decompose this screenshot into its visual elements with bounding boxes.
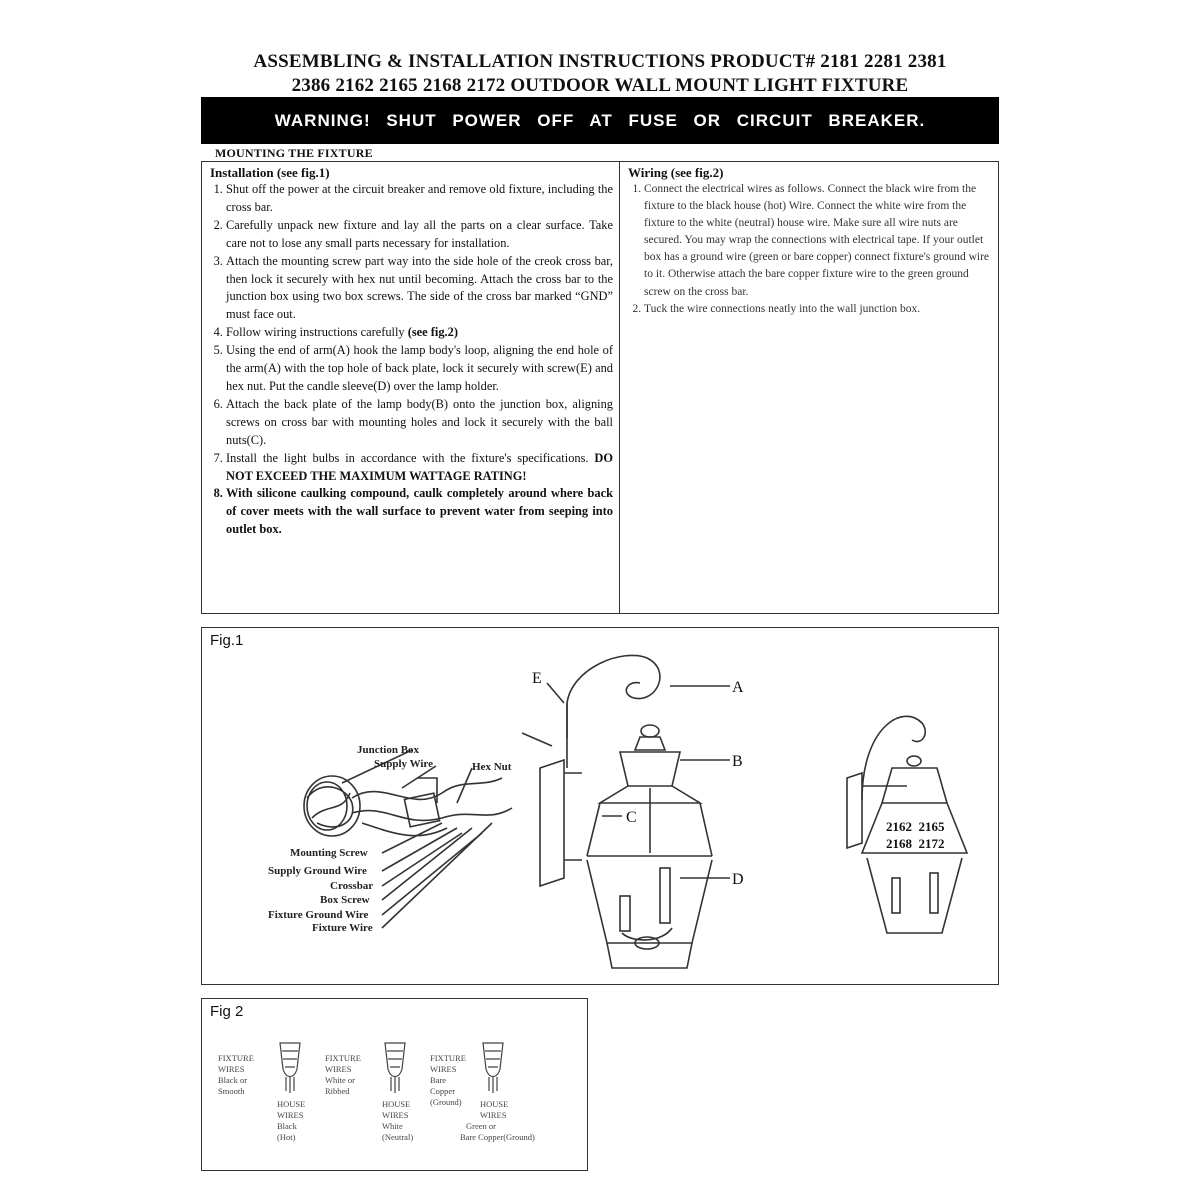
installation-column: [202, 162, 620, 613]
title-line-1: ASSEMBLING & INSTALLATION INSTRUCTIONS PRODUCT# 2181 2281 2381: [253, 51, 947, 72]
install-step-1: 1. Shut off the power at the circuit breaker and remove old fixture, including the cross bar.: [226, 181, 613, 217]
g2-fixture-4: Ribbed: [325, 1086, 350, 1096]
g2-house-3: White: [382, 1121, 403, 1131]
label-fixture-ground-wire: Fixture Ground Wire: [268, 909, 369, 921]
installation-heading: Installation (see fig.1): [210, 165, 330, 180]
figure-2: [201, 998, 588, 1171]
wire-nut-icon-2: [385, 1043, 405, 1093]
label-supply-wire: Supply Wire: [374, 758, 434, 770]
g2-house-2: WIRES: [382, 1110, 409, 1120]
install-step-4-text: Follow wiring instructions carefully: [226, 325, 405, 340]
lantern-illustration: [587, 725, 712, 968]
title-line-2: 2386 2162 2165 2168 2172 OUTDOOR WALL MOUNT LIGHT FIXTURE: [291, 75, 909, 96]
label-fixture-wire: Fixture Wire: [312, 922, 373, 934]
warning-text: WARNING! SHUT POWER OFF AT FUSE OR CIRCUIT BREAKER.: [274, 110, 926, 130]
model-numbers-row-2: 2168 2172: [886, 836, 945, 851]
g3-fixture-4: Copper: [430, 1086, 456, 1096]
figure-1-drawing: [202, 628, 998, 984]
g3-house-1: HOUSE: [480, 1099, 509, 1109]
g1-house-2: WIRES: [277, 1110, 304, 1120]
g3-house-4: Bare Copper(Ground): [460, 1132, 535, 1142]
g2-fixture-2: WIRES: [325, 1064, 352, 1074]
install-step-3: 3. Attach the mounting screw part way into the side hole of the creok cross bar, then lock it securely with hex nut until becoming. Attach the cross bar to the junction box using two box screws. The side of the cross bar marked “GND” must face out.: [226, 253, 613, 325]
g3-fixture-1: FIXTURE: [430, 1053, 466, 1063]
g1-house-1: HOUSE: [277, 1099, 306, 1109]
install-step-2: 2. Carefully unpack new fixture and lay all the parts on a clear surface. Take care not to lose any small parts necessary for installation.: [226, 217, 613, 253]
label-box-screw: Box Screw: [320, 894, 370, 906]
figure-2-drawing: [202, 999, 587, 1170]
label-supply-ground-wire: Supply Ground Wire: [268, 865, 367, 877]
g2-fixture-1: FIXTURE: [325, 1053, 361, 1063]
g1-fixture-3: Black or: [218, 1075, 248, 1085]
install-step-7-text: Install the light bulbs in accordance with the fixture's specifications.: [226, 450, 589, 465]
g1-house-4: (Hot): [277, 1132, 296, 1142]
callout-d: D: [732, 871, 744, 888]
wiring-steps: [628, 181, 990, 318]
arm-illustration: [522, 655, 660, 768]
g2-fixture-3: White or: [325, 1075, 355, 1085]
label-crossbar: Crossbar: [330, 880, 374, 892]
document-title: [200, 50, 1000, 98]
wiring-column: [620, 162, 998, 613]
callout-c: C: [626, 809, 637, 826]
callout-e: E: [532, 670, 542, 687]
figure-2-label: Fig 2: [210, 1003, 244, 1020]
label-hex-nut: Hex Nut: [472, 761, 512, 773]
callout-b: B: [732, 753, 743, 770]
install-step-4: [226, 324, 613, 342]
instructions-box: [201, 161, 999, 614]
wiring-heading: Wiring (see fig.2): [628, 165, 724, 180]
warning-banner: [201, 97, 999, 144]
mounting-heading: MOUNTING THE FIXTURE: [215, 146, 373, 160]
g1-fixture-4: Smooth: [218, 1086, 245, 1096]
g1-house-3: Black: [277, 1121, 297, 1131]
install-step-7: [226, 450, 613, 486]
g2-house-4: (Neutral): [382, 1132, 414, 1142]
g3-house-2: WIRES: [480, 1110, 507, 1120]
g3-house-3: Green or: [466, 1121, 496, 1131]
g3-fixture-5: (Ground): [430, 1097, 462, 1107]
installation-steps: [210, 181, 613, 539]
g3-fixture-3: Bare: [430, 1075, 447, 1085]
wire-nut-icon-1: [280, 1043, 300, 1093]
figure-1: [201, 627, 999, 985]
back-plate-illustration: [540, 760, 582, 886]
figure-1-label: Fig.1: [210, 632, 244, 649]
wattage-warning: DO NOT EXCEED THE MAXIMUM WATTAGE RATING!: [226, 450, 613, 483]
g2-house-1: HOUSE: [382, 1099, 411, 1109]
g1-fixture-1: FIXTURE: [218, 1053, 254, 1063]
g3-fixture-2: WIRES: [430, 1064, 457, 1074]
label-mounting-screw: Mounting Screw: [290, 847, 368, 859]
install-step-5: 5. Using the end of arm(A) hook the lamp body's loop, aligning the end hole of the arm(A) with the top hole of back plate, lock it securely with screw(E) and hex nut. Put the candle sleeve(D) over the lamp holder.: [226, 342, 613, 396]
wiring-step-2: 2. Tuck the wire connections neatly into the wall junction box.: [644, 301, 990, 318]
install-step-4-ref: (see fig.2): [407, 325, 458, 340]
install-step-8: 8. With silicone caulking compound, caulk completely around where back of cover meets with the wall surface to prevent water from seeping into outlet box.: [226, 485, 613, 539]
label-junction-box: Junction Box: [357, 744, 420, 756]
wire-nut-icon-3: [483, 1043, 503, 1093]
wiring-step-1: 1. Connect the electrical wires as follows. Connect the black wire from the fixture to the black house (hot) Wire. Connect the white wire from the fixture to the white (neutral) house wire. Make sure all wire nuts are secured. You may wrap the connections with electrical tape. If your outlet box has a ground wire (green or bare copper) connect fixture's ground wire to it. Otherwise attach the bare copper fixture wire to the green ground screw on the cross bar.: [644, 181, 990, 301]
model-numbers-row-1: 2162 2165: [886, 819, 945, 834]
callout-a: A: [732, 679, 744, 696]
install-step-6: 6. Attach the back plate of the lamp body(B) onto the junction box, aligning screws on cross bar with mounting holes and lock it securely with the ball nuts(C).: [226, 396, 613, 450]
g1-fixture-2: WIRES: [218, 1064, 245, 1074]
